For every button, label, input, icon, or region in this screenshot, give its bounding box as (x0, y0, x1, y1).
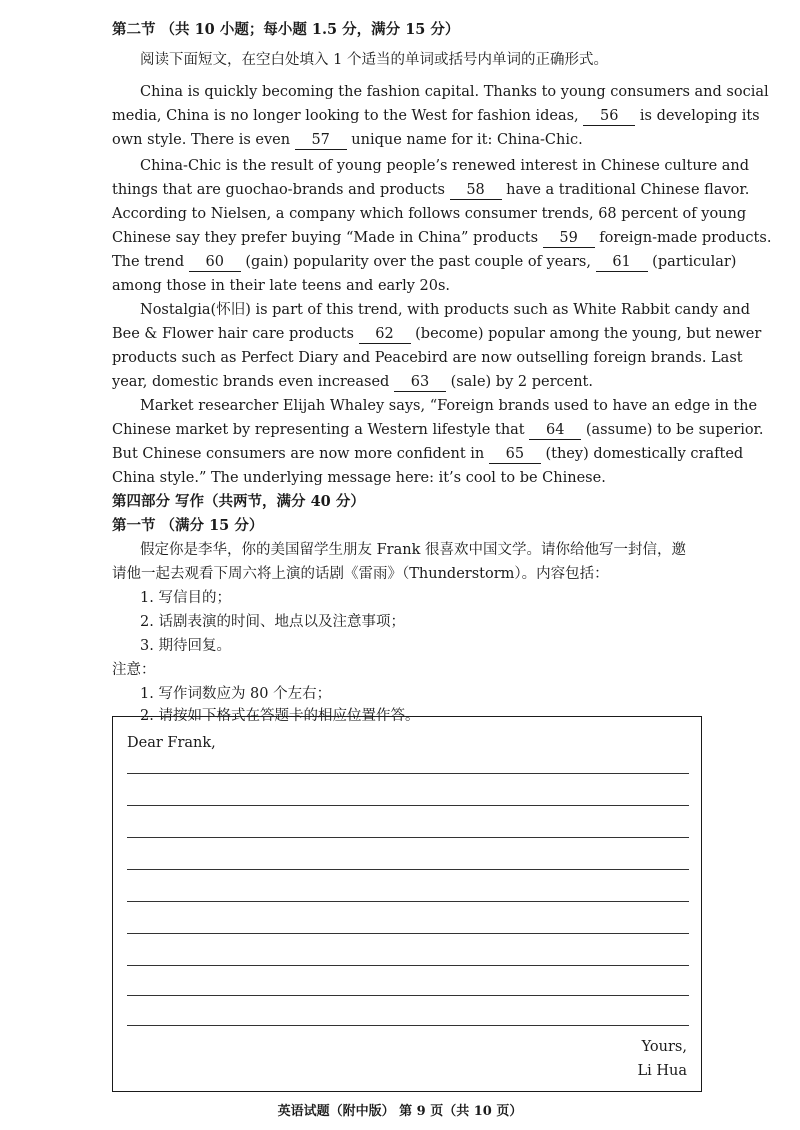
writing-line (127, 1025, 689, 1026)
note-item: 1. 写作词数应为 80 个左右； (140, 686, 332, 702)
letter-answer-box (112, 716, 702, 1092)
task-text: 假定你是李华，你的美国留学生朋友 Frank 很喜欢中国文学。请你给他写一封信，邀 (140, 542, 686, 558)
passage-line: Chinese market by representing a Western lifestyle that 64 (assume) to be superior. (112, 422, 764, 438)
letter-greeting: Dear Frank, (127, 735, 216, 751)
passage-line: Market researcher Elijah Whaley says, “Foreign brands used to have an edge in the (140, 398, 758, 414)
section2-header: 第二节 （共 10 小题；每小题 1.5 分，满分 15 分） (112, 21, 460, 38)
part4-header: 第四部分 写作（共两节，满分 40 分） (112, 493, 365, 510)
blank-60: 60 (189, 253, 241, 272)
passage-line: Bee & Flower hair care products 62 (become) popular among the young, but newer (112, 326, 762, 342)
passage-line: own style. There is even 57 unique name for it: China-Chic. (112, 132, 583, 148)
page-footer: 英语试题（附中版） 第 9 页（共 10 页） (277, 1104, 523, 1119)
task-item: 3. 期待回复。 (140, 638, 231, 654)
section1-header: 第一节 （满分 15 分） (112, 517, 264, 534)
passage-line: But Chinese consumers are now more confident in 65 (they) domestically crafted (112, 446, 744, 462)
passage-line: China is quickly becoming the fashion capital. Thanks to young consumers and social (140, 84, 769, 100)
passage-line: Chinese say they prefer buying “Made in China” products 59 foreign-made products. (112, 230, 772, 246)
writing-line (127, 805, 689, 806)
writing-line (127, 995, 689, 996)
writing-line (127, 965, 689, 966)
writing-line (127, 901, 689, 902)
passage-line: media, China is no longer looking to the West for fashion ideas, 56 is developing its (112, 108, 760, 124)
passage-line: among those in their late teens and early 20s. (112, 278, 451, 294)
blank-64: 64 (529, 421, 581, 440)
blank-63: 63 (394, 373, 446, 392)
blank-57: 57 (295, 131, 347, 150)
passage-line: China style.” The underlying message here: it’s cool to be Chinese. (112, 470, 606, 486)
task-item: 1. 写信目的； (140, 590, 231, 606)
passage-line: products such as Perfect Diary and Peacebird are now outselling foreign brands. Last (112, 350, 743, 366)
letter-signature: Li Hua (637, 1063, 687, 1079)
passage-line: things that are guochao-brands and products 58 have a traditional Chinese flavor. (112, 182, 750, 198)
passage-line: China-Chic is the result of young people’s renewed interest in Chinese culture and (140, 158, 750, 174)
blank-62: 62 (359, 325, 411, 344)
blank-59: 59 (543, 229, 595, 248)
writing-line (127, 933, 689, 934)
passage-line: Nostalgia(怀旧) is part of this trend, with products such as White Rabbit candy and (140, 302, 750, 318)
note-item: 2. 请按如下格式在答题卡的相应位置作答。 (140, 708, 420, 724)
task-text: 请他一起去观看下周六将上演的话剧《雷雨》（Thunderstorm）。内容包括： (112, 566, 609, 582)
task-item: 2. 话剧表演的时间、地点以及注意事项； (140, 614, 405, 630)
blank-61: 61 (596, 253, 648, 272)
blank-65: 65 (489, 445, 541, 464)
instruction: 阅读下面短文，在空白处填入 1 个适当的单词或括号内单词的正确形式。 (140, 52, 608, 68)
passage-line: According to Nielsen, a company which follows consumer trends, 68 percent of young (112, 206, 747, 222)
writing-line (127, 773, 689, 774)
letter-closing: Yours, (641, 1039, 687, 1055)
blank-56: 56 (583, 107, 635, 126)
writing-line (127, 869, 689, 870)
passage-line: year, domestic brands even increased 63 (sale) by 2 percent. (112, 374, 593, 390)
note-label: 注意： (112, 662, 156, 678)
writing-line (127, 837, 689, 838)
blank-58: 58 (450, 181, 502, 200)
passage-line: The trend 60 (gain) popularity over the past couple of years, 61 (particular) (112, 254, 737, 270)
